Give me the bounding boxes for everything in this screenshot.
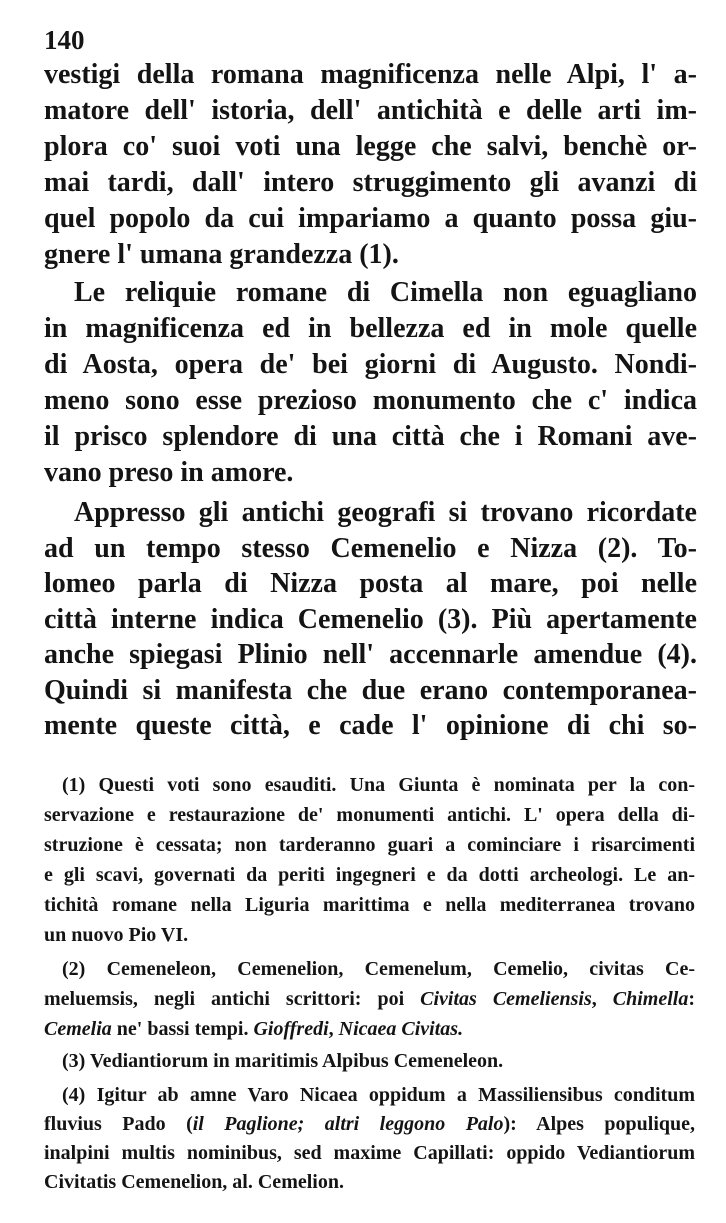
italic-text: Chimella <box>612 988 689 1010</box>
text-line: città interne indica Cemenelio (3). Più apertamente <box>44 604 697 635</box>
italic-text: il Paglione; altri leggono Palo <box>192 1113 504 1135</box>
italic-text: Civitas Cemeliensis <box>420 988 592 1010</box>
footnote-line <box>44 771 695 799</box>
text-line: vestigi della romana magnificenza nelle Alpi, l' a- <box>44 59 697 90</box>
text-line: gnere l' umana grandezza (1). <box>44 239 399 270</box>
text: inalpini multis nominibus, sed maxime Capillati: oppido Vediantiorum <box>44 1142 695 1164</box>
text-line: Appresso gli antichi geografi si trovano ricordate <box>74 497 697 528</box>
text: , <box>591 988 613 1010</box>
text: un nuovo Pio VI. <box>44 924 189 946</box>
text: (2) Cemeneleon, Cemenelion, Cemenelum, Cemelio, civitas Ce- <box>62 958 695 980</box>
footnote-line <box>44 921 695 949</box>
text-line: quel popolo da cui impariamo a quanto possa giu- <box>44 203 697 234</box>
text: (4) Igitur ab amne Varo Nicaea oppidum a Massiliensibus conditum <box>62 1084 695 1106</box>
footnote-line <box>44 891 695 919</box>
text-line: il prisco splendore di una città che i Romani ave- <box>44 421 697 452</box>
text: e gli scavi, governati da periti ingegneri e da dotti archeologi. Le an- <box>44 864 695 886</box>
italic-text: Gioffredi <box>253 1018 329 1040</box>
text-line: mai tardi, dall' intero struggimento gli avanzi di <box>44 167 697 198</box>
footnote-line <box>44 831 695 859</box>
text: (1) Questi voti sono esauditi. Una Giunta è nominata per la con- <box>62 774 695 796</box>
footnote-line <box>44 1110 695 1138</box>
footnote-line <box>44 801 695 829</box>
text: meluemsis, negli antichi scrittori: poi <box>44 988 421 1010</box>
footnote-line <box>44 1081 695 1109</box>
text-line: meno sono esse prezioso monumento che c' indica <box>44 385 697 416</box>
footnote-line <box>44 861 695 889</box>
text-line: plora co' suoi voti una legge che salvi, benchè or- <box>44 131 697 162</box>
text-line: matore dell' istoria, dell' antichità e delle arti im- <box>44 95 697 126</box>
italic-text: Cemelia <box>44 1018 112 1040</box>
text-line: Le reliquie romane di Cimella non eguagliano <box>74 277 697 308</box>
text-line: lomeo parla di Nizza posta al mare, poi nelle <box>44 568 697 599</box>
text: : <box>688 988 695 1010</box>
text: Civitatis Cemenelion, al. Cemelion. <box>44 1171 344 1193</box>
text-line: ad un tempo stesso Cemenelio e Nizza (2). To- <box>44 533 697 564</box>
footnote-line <box>44 1047 695 1075</box>
text: servazione e restaurazione de' monumenti antichi. L' opera della di- <box>44 804 695 826</box>
footnote-line <box>44 985 695 1013</box>
text: ): Alpes populique, <box>503 1113 695 1135</box>
footnote-line <box>44 955 695 983</box>
text-line: di Aosta, opera de' bei giorni di Augusto. Nondi- <box>44 349 697 380</box>
text-line: mente queste città, e cade l' opinione di chi so- <box>44 710 697 741</box>
text: ne' bassi tempi. <box>111 1018 254 1040</box>
text: struzione è cessata; non tarderanno guari a cominciare i risarcimenti <box>44 834 695 856</box>
footnote-line <box>44 1139 695 1167</box>
text-line: anche spiegasi Plinio nell' accennarle amendue (4). <box>44 639 697 670</box>
text-line: in magnificenza ed in bellezza ed in mole quelle <box>44 313 697 344</box>
text-line: Quindi si manifesta che due erano contemporanea- <box>44 675 697 706</box>
text: (3) Vediantiorum in maritimis Alpibus Cemeneleon. <box>62 1050 504 1072</box>
text-line: vano preso in amore. <box>44 457 294 488</box>
text: fluvius Pado ( <box>44 1113 193 1135</box>
page-number: 140 <box>44 25 85 55</box>
footnote-line <box>44 1015 695 1043</box>
italic-text: Nicaea Civitas. <box>338 1018 464 1040</box>
footnote-line <box>44 1168 695 1196</box>
text: tichità romane nella Liguria marittima e nella mediterranea trovano <box>44 894 695 916</box>
text: , <box>328 1018 339 1040</box>
